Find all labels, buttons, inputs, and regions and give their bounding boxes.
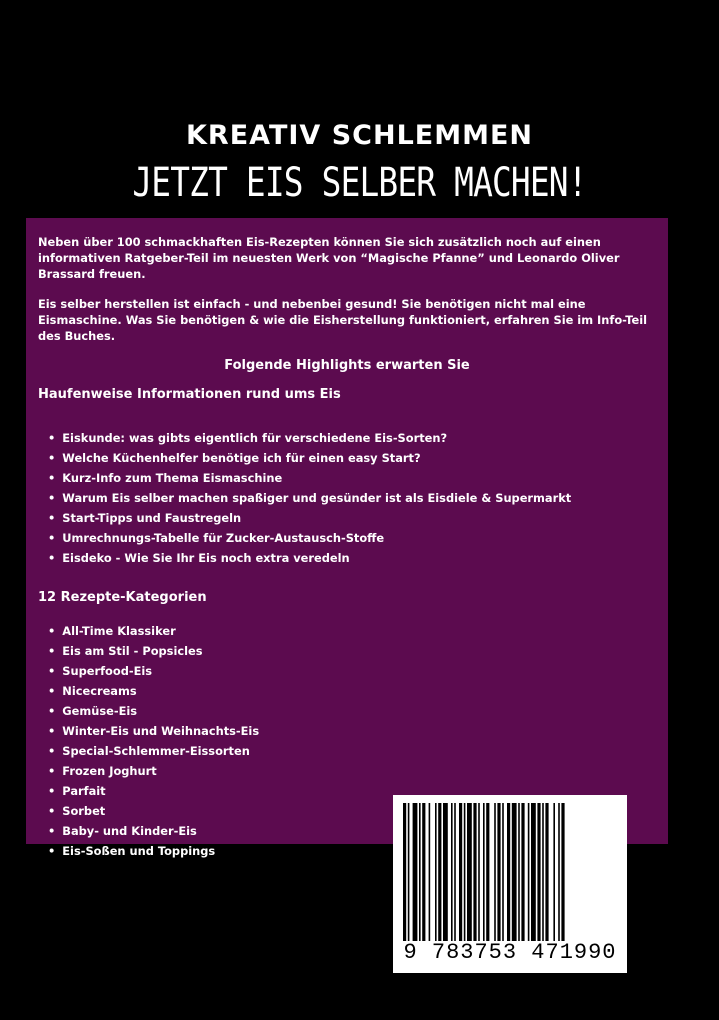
barcode-bar <box>497 803 500 941</box>
barcode-bar <box>518 803 520 941</box>
isbn-number: 9 783753 471990 <box>403 940 617 965</box>
recipe-item: • Eis-Soßen und Toppings <box>48 841 656 861</box>
barcode-bar <box>512 803 517 941</box>
barcode-bar <box>553 803 555 941</box>
recipe-item: • Frozen Joghurt <box>48 761 656 781</box>
info-item: • Eiskunde: was gibts eigentlich für verschiedene Eis-Sorten? <box>48 428 656 448</box>
recipe-item: • Special-Schlemmer-Eissorten <box>48 741 656 761</box>
barcode-bar <box>464 803 466 941</box>
recipe-item: • Gemüse-Eis <box>48 701 656 721</box>
barcode-bar <box>483 803 485 941</box>
barcode-bar <box>521 803 524 941</box>
barcode-bar <box>422 803 425 941</box>
title-line-2: JETZT EIS SELBER MACHEN! <box>132 160 587 206</box>
recipes-section-title: 12 Rezepte-Kategorien <box>38 590 207 605</box>
barcode-bar <box>419 803 421 941</box>
barcode-bar <box>435 803 437 941</box>
barcode-bar <box>408 803 410 941</box>
recipe-item: • Parfait <box>48 781 656 801</box>
barcode-bar <box>454 803 456 941</box>
info-section-title: Haufenweise Informationen rund ums Eis <box>38 387 341 402</box>
barcode-bar <box>473 803 476 941</box>
info-list <box>38 428 656 568</box>
info-item: • Warum Eis selber machen spaßiger und gesünder ist als Eisdiele & Supermarkt <box>48 488 656 508</box>
barcode-bar <box>558 803 560 941</box>
intro-paragraph-2: Eis selber herstellen ist einfach - und nebenbei gesund! Sie benötigen nicht mal eine Eismaschine. Was Sie benötigen & wie die Eisherstellung funktioniert, erfahren Sie im Info-Teil des Buches. <box>38 297 648 343</box>
barcode-bar <box>438 803 441 941</box>
barcode-bar <box>429 803 431 941</box>
recipe-item: • Sorbet <box>48 801 656 821</box>
barcode-bar <box>451 803 453 941</box>
info-item: • Umrechnungs-Tabelle für Zucker-Austausch-Stoffe <box>48 528 656 548</box>
barcode-bar <box>494 803 496 941</box>
info-item: • Welche Küchenhelfer benötige ich für einen easy Start? <box>48 448 656 468</box>
intro-paragraph-1: Neben über 100 schmackhaften Eis-Rezepten können Sie sich zusätzlich noch auf einen informativen Ratgeber-Teil im neuesten Werk von “Magische Pfanne” und Leonardo Oliver Brassard freuen. <box>38 235 620 281</box>
barcode-bar <box>545 803 548 941</box>
isbn-barcode <box>393 795 627 973</box>
barcode-bar <box>502 803 504 941</box>
barcode-bar <box>561 803 564 941</box>
barcode-bar <box>528 803 530 941</box>
barcode-bars-icon <box>401 803 619 941</box>
recipe-item: • Superfood-Eis <box>48 661 656 681</box>
barcode-bar <box>403 803 406 941</box>
info-item: • Kurz-Info zum Thema Eismaschine <box>48 468 656 488</box>
barcode-bar <box>413 803 418 941</box>
barcode-bar <box>486 803 489 941</box>
barcode-bar <box>531 803 536 941</box>
recipe-item: • All-Time Klassiker <box>48 621 656 641</box>
info-item: • Start-Tipps und Faustregeln <box>48 508 656 528</box>
barcode-bar <box>507 803 510 941</box>
barcode-bar <box>459 803 462 941</box>
barcode-bar <box>542 803 544 941</box>
description-panel <box>26 218 668 858</box>
recipe-item: • Baby- und Kinder-Eis <box>48 821 656 841</box>
recipe-item: • Eis am Stil - Popsicles <box>48 641 656 661</box>
info-item: • Eisdeko - Wie Sie Ihr Eis noch extra veredeln <box>48 548 656 568</box>
recipe-item: • Nicecreams <box>48 681 656 701</box>
barcode-bar <box>467 803 472 941</box>
barcode-bar <box>443 803 448 941</box>
title-line-1: KREATIV SCHLEMMEN <box>186 120 533 151</box>
barcode-bar <box>537 803 540 941</box>
recipe-item: • Winter-Eis und Weihnachts-Eis <box>48 721 656 741</box>
barcode-bar <box>478 803 480 941</box>
highlights-title: Folgende Highlights erwarten Sie <box>224 358 470 373</box>
